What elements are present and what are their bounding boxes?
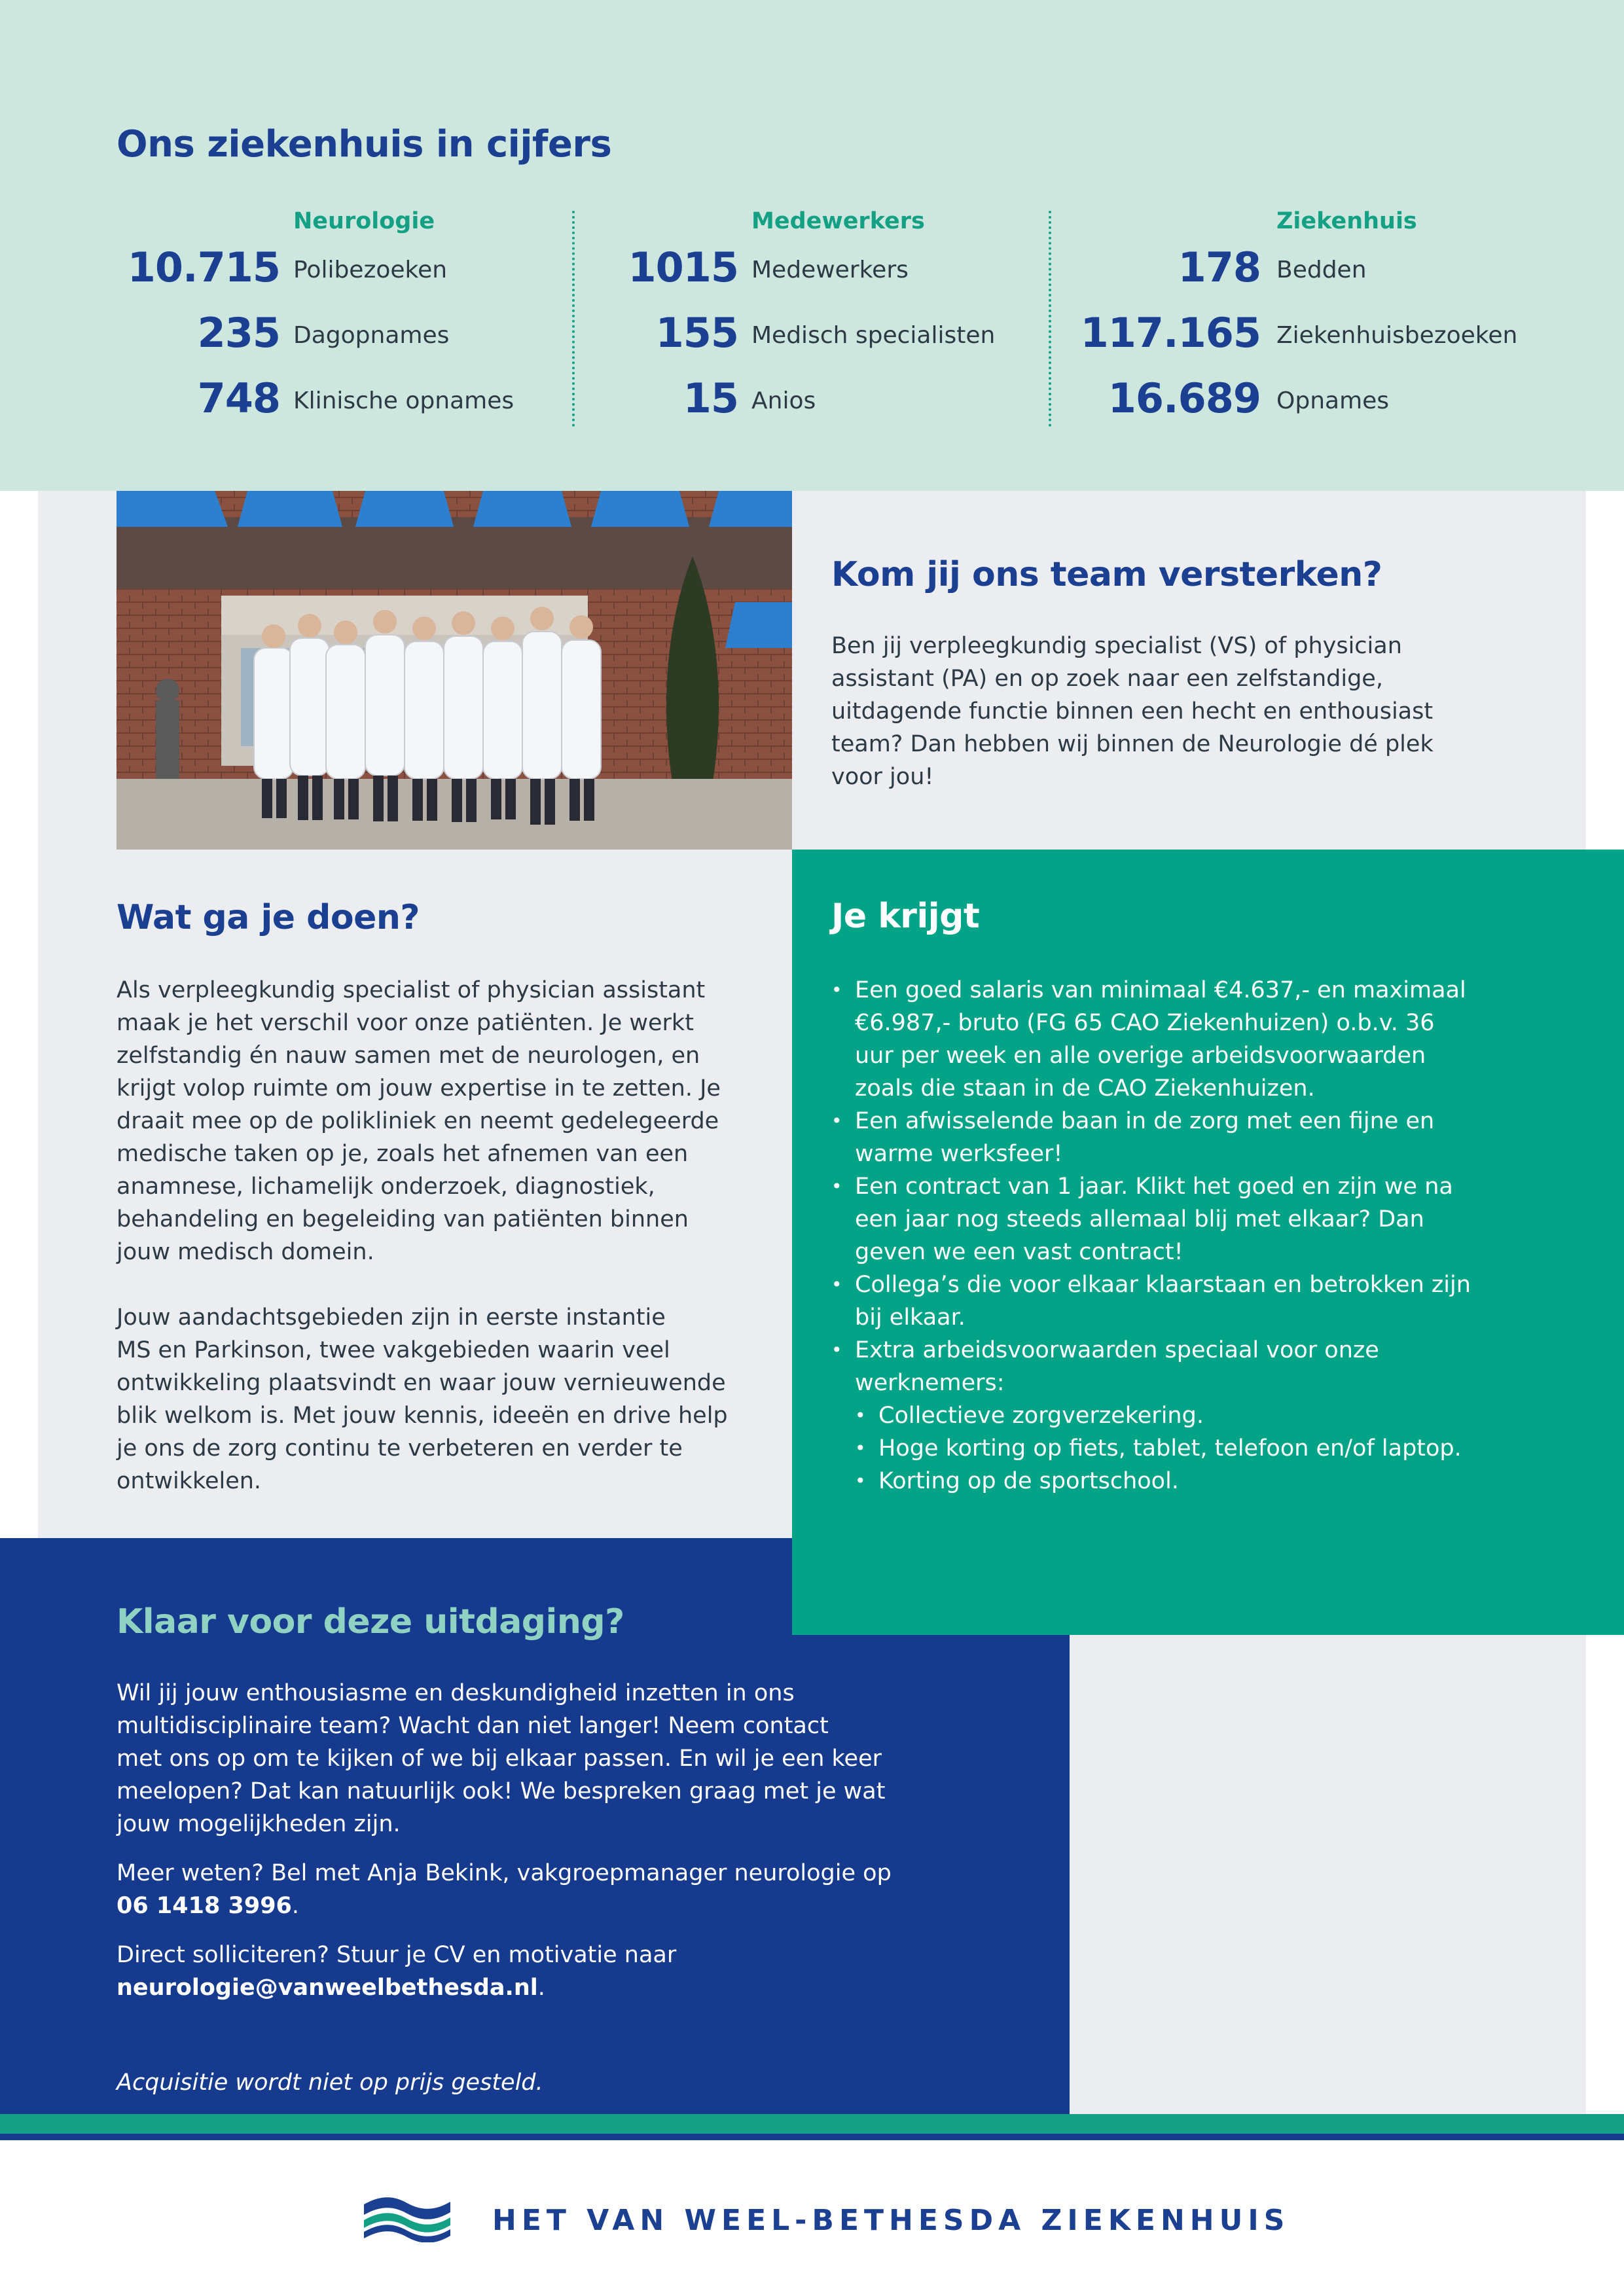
text-line: met ons op om te kijken of we bij elkaar passen. En wil je een keer: [117, 1746, 882, 1772]
punctuation: .: [537, 1975, 545, 2001]
stat-label: Dagopnames: [293, 322, 450, 349]
paragraph-spacer: [117, 1268, 771, 1301]
phone-link[interactable]: 06 1418 3996: [117, 1893, 292, 1919]
text-line: team? Dan hebben wij binnen de Neurologie dé plek: [831, 731, 1434, 757]
stat-value: 235: [197, 309, 280, 357]
stat-value: 16.689: [1108, 374, 1261, 422]
stats-title: Ons ziekenhuis in cijfers: [117, 123, 612, 166]
text-line: krijgt volop ruimte om jouw expertise in te zetten. Je: [117, 1075, 721, 1102]
stat-value: 748: [197, 374, 280, 422]
stats-column-heading: Ziekenhuis: [1276, 208, 1417, 234]
text-line: Een goed salaris van minimaal €4.637,- en maximaal: [855, 977, 1466, 1003]
text-line: jouw medisch domein.: [117, 1239, 374, 1265]
stat-label: Klinische opnames: [293, 387, 514, 414]
text-line: Een afwisselende baan in de zorg met een fijne en: [855, 1108, 1435, 1134]
tasks-heading: Wat ga je doen?: [117, 898, 420, 937]
email-link[interactable]: neurologie@vanweelbethesda.nl: [117, 1975, 538, 2001]
acquisition-note: Acquisitie wordt niet op prijs gesteld.: [117, 2070, 543, 2096]
text-line: bij elkaar.: [855, 1304, 965, 1331]
stat-row: [1087, 374, 1390, 433]
stats-column-neurologie: [117, 202, 522, 431]
stat-label: Opnames: [1276, 387, 1390, 414]
column-divider: [1049, 211, 1051, 427]
text-line: draait mee op de polikliniek en neemt gedelegeerde: [117, 1108, 719, 1134]
stat-row: [615, 374, 816, 433]
text-line: ontwikkeling plaatsvindt en waar jouw vernieuwende: [117, 1370, 726, 1396]
apply-text: Direct solliciteren? Stuur je CV en motivatie naar: [117, 1942, 677, 1968]
stat-value: 10.715: [127, 243, 280, 291]
stat-row: [615, 243, 909, 302]
stat-value: 117.165: [1080, 309, 1261, 357]
text-line: je ons de zorg continu te verbeteren en verder te: [117, 1435, 683, 1462]
text-line: Extra arbeidsvoorwaarden speciaal voor onze: [855, 1337, 1379, 1363]
tasks-text: [117, 974, 771, 1498]
waves-logo-icon: [364, 2195, 450, 2242]
benefit-item: [831, 1268, 1564, 1334]
benefit-item: [831, 1170, 1564, 1268]
stat-value: 1015: [628, 243, 738, 291]
text-line: meelopen? Dat kan natuurlijk ook! We bespreken graag met je wat: [117, 1778, 886, 1804]
team-heading: Kom jij ons team versterken?: [831, 555, 1382, 594]
apply-paragraph: [117, 1939, 967, 2004]
stat-row: [1080, 309, 1518, 368]
benefit-subitem: • Collectieve zorgverzekering.: [831, 1399, 1564, 1432]
cta-text: [117, 1677, 967, 2020]
text-line: uitdagende functie binnen een hecht en enthousiast: [831, 698, 1434, 725]
text-line: Jouw aandachtsgebieden zijn in eerste instantie: [117, 1304, 666, 1331]
stat-row: [1087, 243, 1367, 302]
text-line: Wil jij jouw enthousiasme en deskundigheid inzetten in ons: [117, 1680, 795, 1706]
column-divider: [572, 211, 575, 427]
stat-value: 15: [683, 374, 738, 422]
text-line: MS en Parkinson, twee vakgebieden waarin veel: [117, 1337, 670, 1363]
stat-label: Anios: [751, 387, 816, 414]
stat-value: 178: [1178, 243, 1261, 291]
text-line: multidisciplinaire team? Wacht dan niet langer! Neem contact: [117, 1713, 829, 1739]
text-line: uur per week en alle overige arbeidsvoorwaarden: [855, 1043, 1426, 1069]
benefit-item: [831, 1334, 1564, 1399]
stat-row: [615, 309, 996, 368]
text-line: maak je het verschil voor onze patiënten. Je werkt: [117, 1010, 694, 1036]
benefit-item: [831, 974, 1564, 1105]
benefits-heading: Je krijgt: [831, 897, 980, 936]
punctuation: .: [291, 1893, 300, 1919]
text-line: Als verpleegkundig specialist of physician assistant: [117, 977, 706, 1003]
benefit-subitem: • Hoge korting op fiets, tablet, telefoon en/of laptop.: [831, 1432, 1564, 1465]
text-line: geven we een vast contract!: [855, 1239, 1183, 1265]
stat-label: Bedden: [1276, 257, 1367, 283]
cta-heading: Klaar voor deze uitdaging?: [117, 1602, 624, 1641]
team-intro-text: [831, 630, 1525, 793]
text-line: Ben jij verpleegkundig specialist (VS) of physician: [831, 633, 1402, 659]
footer-navy-bar: [0, 2134, 1624, 2140]
stat-row: [117, 309, 450, 368]
benefit-item: [831, 1105, 1564, 1170]
text-line: Een contract van 1 jaar. Klikt het goed en zijn we na: [855, 1174, 1453, 1200]
stat-label: Medewerkers: [751, 257, 909, 283]
text-line: Collega’s die voor elkaar klaarstaan en betrokken zijn: [855, 1272, 1471, 1298]
benefit-subitem: • Korting op de sportschool.: [831, 1465, 1564, 1498]
text-line: assistant (PA) en op zoek naar een zelfstandige,: [831, 666, 1383, 692]
stats-column-ziekenhuis: [1080, 202, 1597, 431]
contact-text: Meer weten? Bel met Anja Bekink, vakgroepmanager neurologie op: [117, 1860, 892, 1886]
text-line: zelfstandig én nauw samen met de neurologen, en: [117, 1043, 700, 1069]
text-line: jouw mogelijkheden zijn.: [117, 1811, 401, 1837]
stat-row: [117, 374, 514, 433]
text-line: behandeling en begeleiding van patiënten binnen: [117, 1206, 689, 1232]
team-photo-illustration: [117, 491, 792, 850]
footer-teal-bar: [0, 2114, 1624, 2134]
stat-label: Polibezoeken: [293, 257, 448, 283]
stats-section: [0, 0, 1624, 491]
team-photo: [117, 491, 792, 850]
text-line: anamnese, lichamelijk onderzoek, diagnostiek,: [117, 1174, 655, 1200]
contact-paragraph: [117, 1857, 967, 1922]
hospital-name: HET VAN WEEL-BETHESDA ZIEKENHUIS: [492, 2204, 1290, 2237]
stat-row: [117, 243, 448, 302]
stats-column-heading: Medewerkers: [751, 208, 925, 234]
text-line: medische taken op je, zoals het afnemen van een: [117, 1141, 689, 1167]
text-line: werknemers:: [855, 1370, 1005, 1396]
stat-label: Medisch specialisten: [751, 322, 996, 349]
cta-paragraph: [117, 1677, 967, 1840]
text-line: zoals die staan in de CAO Ziekenhuizen.: [855, 1075, 1315, 1102]
text-line: warme werksfeer!: [855, 1141, 1063, 1167]
stats-column-medewerkers: [615, 202, 1074, 431]
stats-column-heading: Neurologie: [293, 208, 435, 234]
stat-label: Ziekenhuisbezoeken: [1276, 322, 1518, 349]
text-line: €6.987,- bruto (FG 65 CAO Ziekenhuizen) o.b.v. 36: [855, 1010, 1435, 1036]
text-line: een jaar nog steeds allemaal blij met elkaar? Dan: [855, 1206, 1424, 1232]
text-line: voor jou!: [831, 764, 934, 790]
text-line: ontwikkelen.: [117, 1468, 262, 1494]
benefits-list: [831, 974, 1564, 1498]
text-line: blik welkom is. Met jouw kennis, ideeën en drive help: [117, 1403, 728, 1429]
stat-value: 155: [655, 309, 738, 357]
